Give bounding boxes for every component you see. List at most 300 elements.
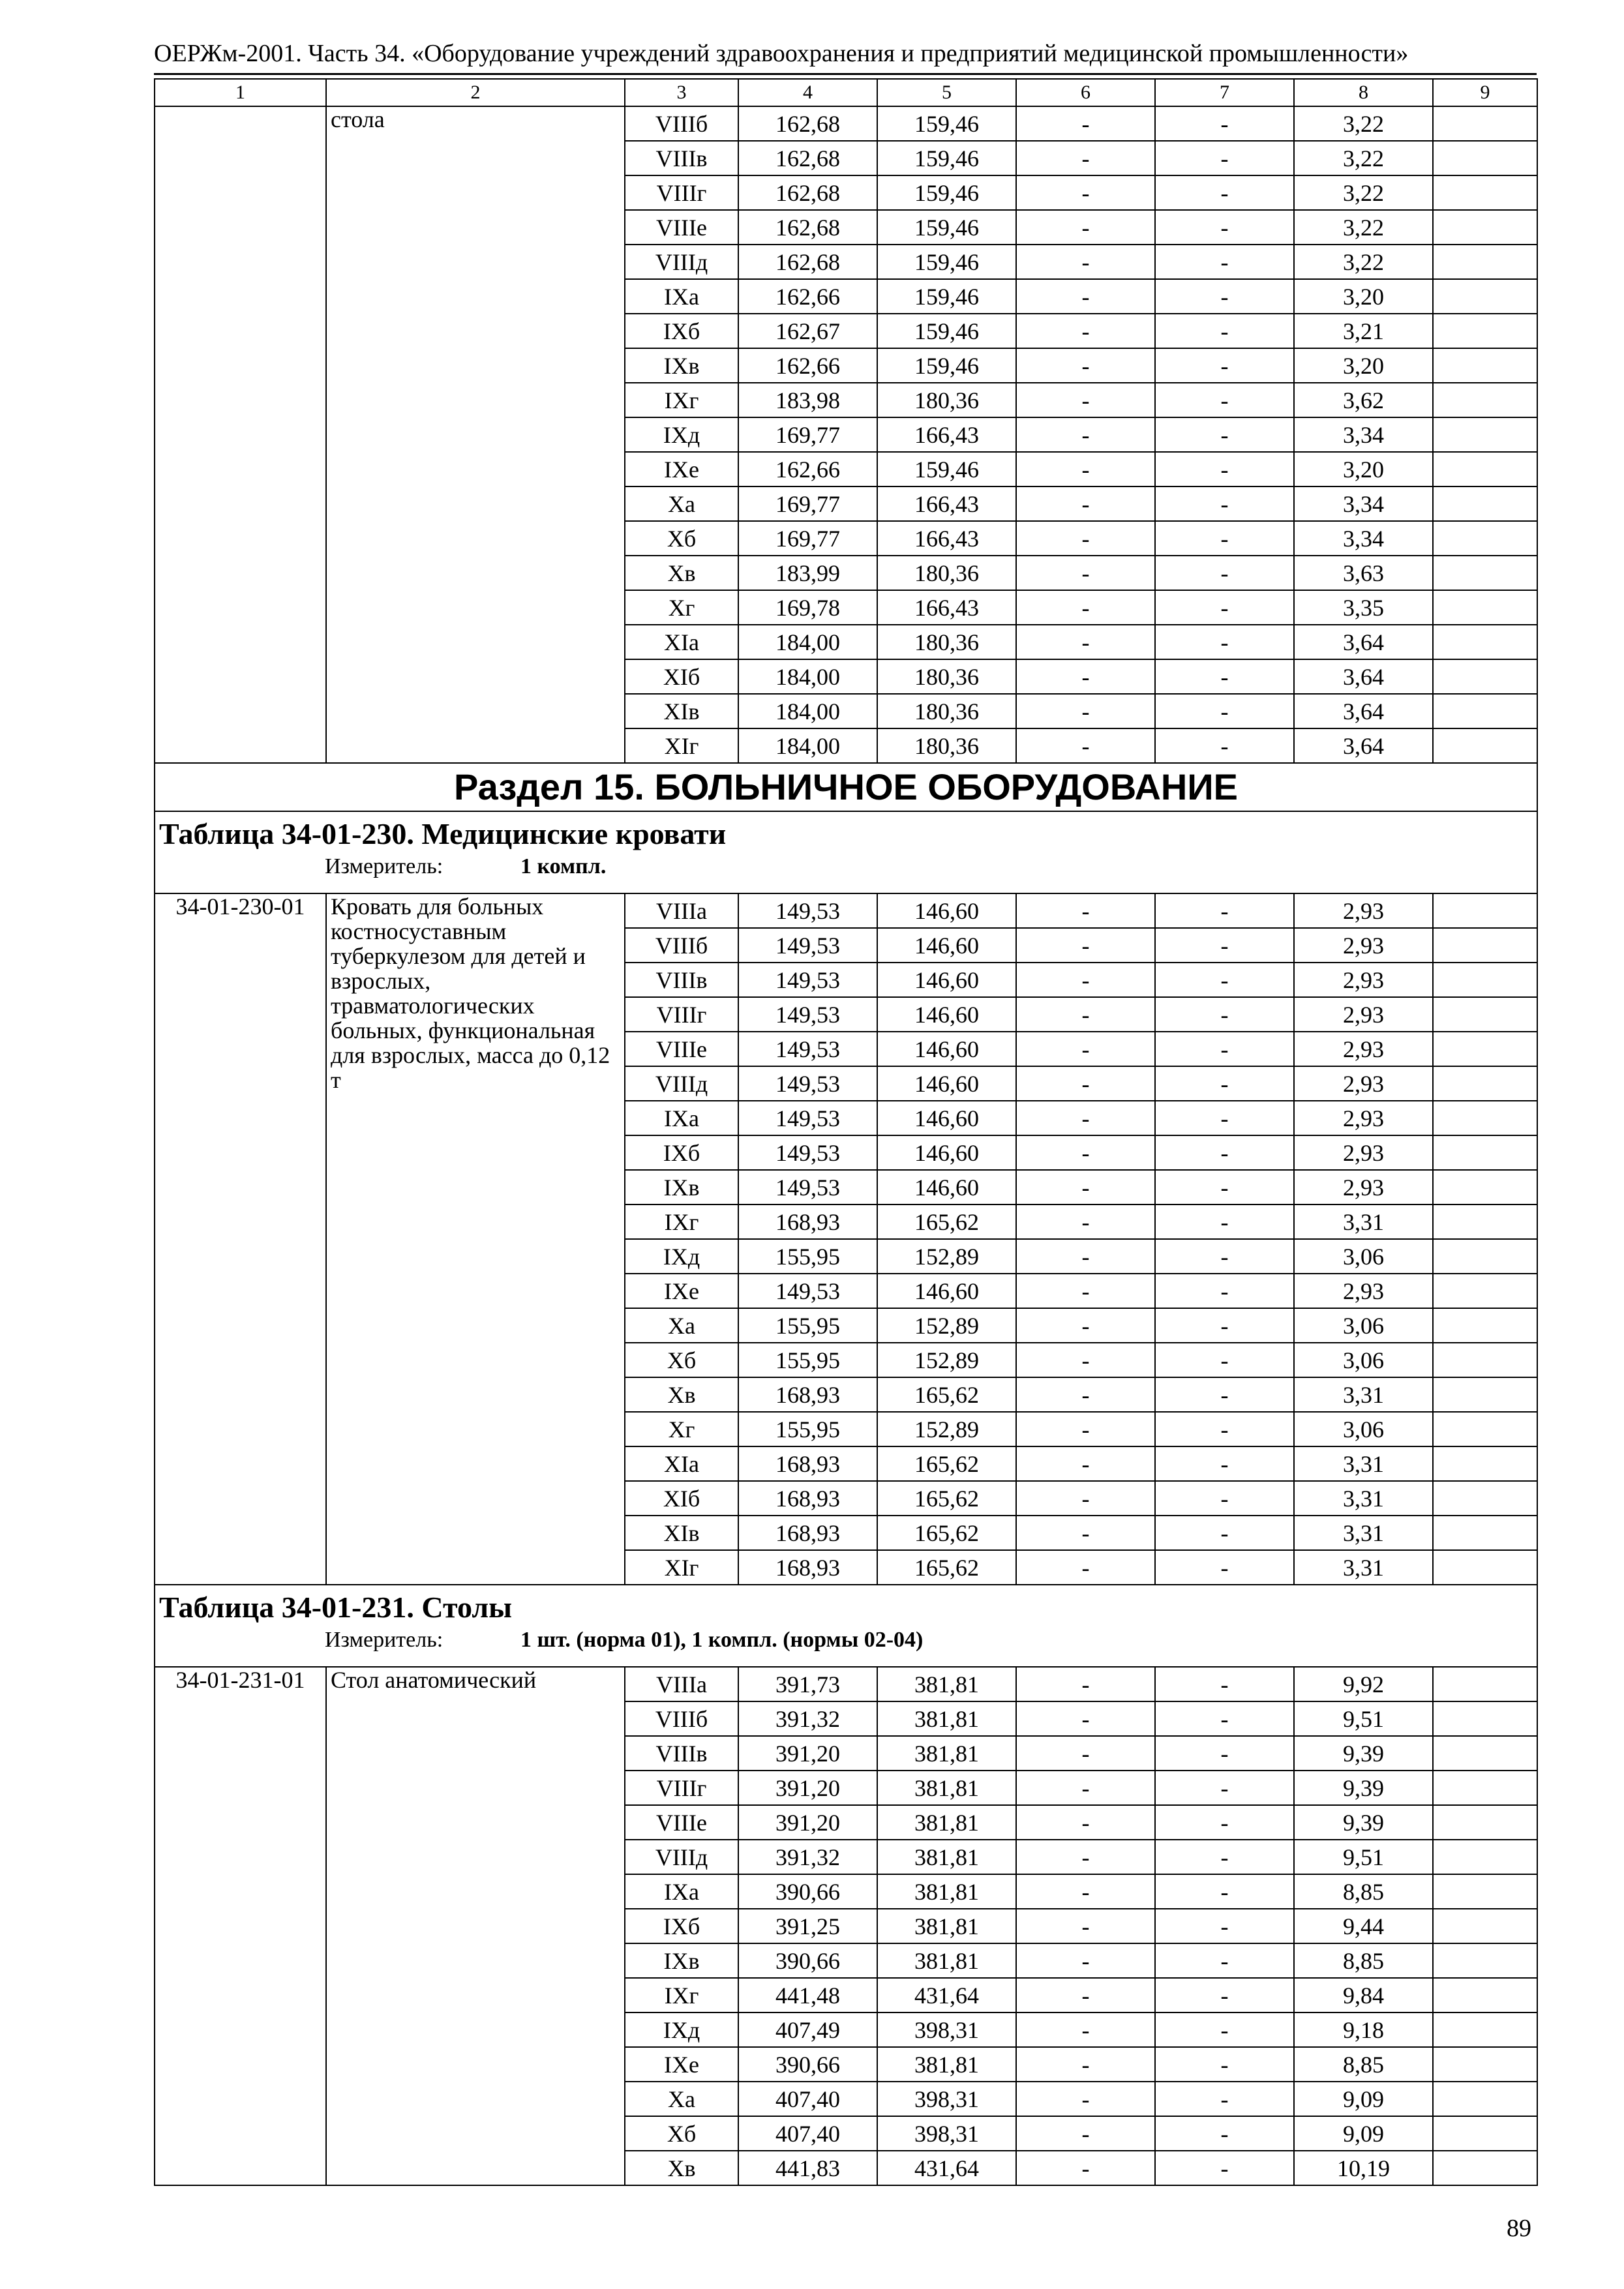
cell-col4: 149,53 [738,1032,877,1066]
column-number: 4 [738,79,877,106]
cell-col6: - [1016,625,1155,659]
cell-col4: 149,53 [738,893,877,928]
cell-col7: - [1155,521,1294,556]
cell-col6: - [1016,694,1155,728]
cell-col8-empty [1433,1135,1537,1170]
section-title: Раздел 15. БОЛЬНИЧНОЕ ОБОРУДОВАНИЕ [155,763,1537,811]
cell-col7: - [1155,1135,1294,1170]
cell-col7: - [1155,2116,1294,2151]
cell-col3: XIв [625,694,738,728]
cell-col7: - [1155,1667,1294,1701]
cell-col6: - [1016,1377,1155,1412]
cell-col6: - [1016,1066,1155,1101]
cell-col8: 9,39 [1294,1805,1433,1840]
cell-col4: 391,20 [738,1736,877,1771]
cell-col4: 183,99 [738,556,877,590]
cell-col7: - [1155,1377,1294,1412]
cell-col6: - [1016,486,1155,521]
cell-col5: 146,60 [877,997,1016,1032]
cell-col8: 3,20 [1294,348,1433,383]
column-number-row [155,79,1537,106]
cell-col8-empty [1433,1308,1537,1343]
cell-col6: - [1016,1736,1155,1771]
cell-col8-empty [1433,1550,1537,1585]
cell-col5: 146,60 [877,1066,1016,1101]
cell-col3: IXб [625,1135,738,1170]
cell-col8-empty [1433,1874,1537,1909]
cell-col6: - [1016,1239,1155,1274]
cell-col8: 3,06 [1294,1239,1433,1274]
cell-col7: - [1155,1412,1294,1446]
cell-col4: 162,68 [738,245,877,279]
cell-col6: - [1016,2151,1155,2185]
cell-col8: 3,34 [1294,486,1433,521]
column-number: 1 [155,79,326,106]
cell-col8-empty [1433,1446,1537,1481]
cell-col8-empty [1433,1701,1537,1736]
cell-col6: - [1016,1550,1155,1585]
cell-col5: 381,81 [877,1943,1016,1978]
cell-col6: - [1016,928,1155,963]
cell-col3: VIIIв [625,963,738,997]
cell-col6: - [1016,1771,1155,1805]
norm-code: 34-01-231-01 [155,1667,326,2185]
cell-col3: IXв [625,1170,738,1204]
cell-col5: 159,46 [877,141,1016,175]
cell-col7: - [1155,417,1294,452]
cell-col8: 2,93 [1294,1066,1433,1101]
cell-col6: - [1016,1874,1155,1909]
cell-col4: 149,53 [738,1170,877,1204]
cell-col4: 391,20 [738,1805,877,1840]
cell-col3: XIг [625,1550,738,1585]
cell-col6: - [1016,106,1155,141]
cell-col5: 152,89 [877,1239,1016,1274]
table-row [155,893,1537,928]
cell-col5: 180,36 [877,694,1016,728]
cell-col8: 3,64 [1294,728,1433,763]
norm-code: 34-01-230-01 [155,893,326,1585]
cell-col6: - [1016,1343,1155,1377]
cell-col5: 180,36 [877,556,1016,590]
cell-col8: 3,31 [1294,1481,1433,1516]
cell-col7: - [1155,1516,1294,1550]
cell-col8: 2,93 [1294,963,1433,997]
cell-col8-empty [1433,1101,1537,1135]
table-title: Таблица 34-01-231. Столы [159,1591,513,1624]
cell-col4: 441,83 [738,2151,877,2185]
cell-col8: 3,06 [1294,1343,1433,1377]
cell-col8: 2,93 [1294,1032,1433,1066]
cell-col7: - [1155,2012,1294,2047]
cell-col3: IXг [625,1204,738,1239]
cell-col5: 381,81 [877,1805,1016,1840]
cell-col3: VIIIб [625,1701,738,1736]
cell-col8-empty [1433,417,1537,452]
norm-name: Кровать для больных костносуставным туберкулезом для детей и взрослых, травматологических больных, функциональная для взрослых, масса до 0,12 т [326,893,625,1585]
cell-col4: 184,00 [738,728,877,763]
cell-col8: 3,20 [1294,279,1433,314]
cell-col3: XIa [625,1446,738,1481]
cell-col8: 9,44 [1294,1909,1433,1943]
cell-col7: - [1155,1101,1294,1135]
cell-col4: 155,95 [738,1308,877,1343]
cell-col5: 165,62 [877,1446,1016,1481]
table-heading [155,811,1537,893]
cell-col7: - [1155,963,1294,997]
cell-col3: Xa [625,2082,738,2116]
cell-col6: - [1016,348,1155,383]
table-title: Таблица 34-01-230. Медицинские кровати [159,817,727,850]
cell-col3: VIIIд [625,1066,738,1101]
cell-col3: VIIIe [625,1805,738,1840]
cell-col6: - [1016,1101,1155,1135]
cell-col4: 162,68 [738,210,877,245]
cell-col6: - [1016,1308,1155,1343]
cell-col7: - [1155,245,1294,279]
cell-col8-empty [1433,1204,1537,1239]
cell-col7: - [1155,348,1294,383]
cell-col7: - [1155,1308,1294,1343]
cell-col4: 162,67 [738,314,877,348]
measure-label: Измеритель: [325,1628,444,1652]
cell-col4: 168,93 [738,1204,877,1239]
cell-col3: Xг [625,590,738,625]
cell-col8-empty [1433,728,1537,763]
cell-col6: - [1016,141,1155,175]
cell-col8: 3,62 [1294,383,1433,417]
cell-col8: 3,31 [1294,1516,1433,1550]
cell-col3: IXe [625,2047,738,2082]
cell-col5: 381,81 [877,1701,1016,1736]
cell-col3: IXд [625,417,738,452]
cell-col4: 183,98 [738,383,877,417]
cell-col6: - [1016,452,1155,486]
cell-col4: 169,77 [738,521,877,556]
cell-col3: Xб [625,1343,738,1377]
cell-col3: VIIIa [625,893,738,928]
cell-col8-empty [1433,1667,1537,1701]
cell-col8-empty [1433,928,1537,963]
column-number: 5 [877,79,1016,106]
cell-col4: 168,93 [738,1446,877,1481]
cell-col3: VIIIe [625,1032,738,1066]
cell-col6: - [1016,1481,1155,1516]
cell-col8: 3,22 [1294,141,1433,175]
cell-col3: XIб [625,659,738,694]
cell-col4: 184,00 [738,659,877,694]
measure-value: 1 компл. [520,854,607,878]
cell-col8-empty [1433,963,1537,997]
cell-col4: 391,32 [738,1840,877,1874]
cell-col4: 149,53 [738,997,877,1032]
table-row [155,106,1537,141]
cell-col4: 168,93 [738,1516,877,1550]
cell-col8: 2,93 [1294,1274,1433,1308]
cell-col4: 149,53 [738,1135,877,1170]
cell-col6: - [1016,1204,1155,1239]
cell-col3: VIIIб [625,106,738,141]
cell-col6: - [1016,1805,1155,1840]
cell-col7: - [1155,1909,1294,1943]
cell-col6: - [1016,893,1155,928]
cell-col8: 8,85 [1294,2047,1433,2082]
cell-col6: - [1016,963,1155,997]
cell-col5: 146,60 [877,963,1016,997]
cell-col8: 2,93 [1294,1170,1433,1204]
cell-col5: 146,60 [877,1032,1016,1066]
cell-col3: Xг [625,1412,738,1446]
cell-col8: 9,18 [1294,2012,1433,2047]
cell-col4: 162,68 [738,141,877,175]
cell-col8-empty [1433,1978,1537,2012]
cell-col5: 381,81 [877,1667,1016,1701]
cell-col8: 2,93 [1294,893,1433,928]
cell-col8-empty [1433,210,1537,245]
measure-line [159,1626,1533,1654]
cell-col8: 3,21 [1294,314,1433,348]
cell-col8-empty [1433,1343,1537,1377]
cell-col7: - [1155,1840,1294,1874]
cell-col8-empty [1433,1840,1537,1874]
cell-col5: 165,62 [877,1481,1016,1516]
cell-col6: - [1016,1667,1155,1701]
cell-col5: 159,46 [877,452,1016,486]
cell-col5: 152,89 [877,1412,1016,1446]
cell-col4: 407,40 [738,2116,877,2151]
header-rule [154,73,1537,75]
cell-col6: - [1016,1412,1155,1446]
cell-col8: 3,06 [1294,1308,1433,1343]
cell-col8-empty [1433,279,1537,314]
cell-col4: 391,20 [738,1771,877,1805]
cell-col3: IXв [625,1943,738,1978]
cell-col8-empty [1433,1943,1537,1978]
cell-col8-empty [1433,1412,1537,1446]
cell-col8-empty [1433,1805,1537,1840]
cell-col8: 2,93 [1294,928,1433,963]
cell-col6: - [1016,2116,1155,2151]
cell-col3: Xб [625,521,738,556]
cell-col7: - [1155,893,1294,928]
cell-col4: 169,77 [738,417,877,452]
cell-col8-empty [1433,314,1537,348]
section-row [155,763,1537,811]
table-heading [155,1585,1537,1667]
cell-col8: 2,93 [1294,1135,1433,1170]
cell-col6: - [1016,314,1155,348]
cell-col4: 149,53 [738,1274,877,1308]
cell-col8: 3,20 [1294,452,1433,486]
cell-col5: 381,81 [877,2047,1016,2082]
norm-name: стола [326,106,625,763]
cell-col8: 10,19 [1294,2151,1433,2185]
cell-col5: 159,46 [877,106,1016,141]
cell-col8-empty [1433,1771,1537,1805]
cell-col7: - [1155,1978,1294,2012]
cell-col3: Xб [625,2116,738,2151]
cell-col3: XIв [625,1516,738,1550]
cell-col6: - [1016,1978,1155,2012]
cell-col6: - [1016,1274,1155,1308]
cell-col7: - [1155,210,1294,245]
cell-col3: VIIIв [625,141,738,175]
cell-col3: Xa [625,1308,738,1343]
cell-col3: VIIIг [625,175,738,210]
cell-col3: VIIIг [625,1771,738,1805]
cell-col4: 155,95 [738,1412,877,1446]
cell-col8-empty [1433,556,1537,590]
column-number: 3 [625,79,738,106]
cell-col5: 165,62 [877,1204,1016,1239]
cell-col4: 162,66 [738,279,877,314]
cell-col5: 152,89 [877,1308,1016,1343]
cell-col8-empty [1433,625,1537,659]
cell-col8: 2,93 [1294,1101,1433,1135]
cell-col5: 159,46 [877,314,1016,348]
cell-col3: Xв [625,1377,738,1412]
cell-col8: 3,64 [1294,659,1433,694]
cell-col7: - [1155,106,1294,141]
cell-col8-empty [1433,659,1537,694]
cell-col4: 441,48 [738,1978,877,2012]
cell-col8-empty [1433,521,1537,556]
cell-col7: - [1155,279,1294,314]
cell-col3: IXб [625,1909,738,1943]
cell-col5: 159,46 [877,348,1016,383]
cell-col3: Xa [625,486,738,521]
cell-col5: 381,81 [877,1840,1016,1874]
cell-col8-empty [1433,106,1537,141]
cell-col5: 398,31 [877,2012,1016,2047]
cell-col5: 159,46 [877,210,1016,245]
page-header: ОЕРЖм-2001. Часть 34. «Оборудование учреждений здравоохранения и предприятий медицинской промышленности» [154,40,1409,67]
cell-col8-empty [1433,1032,1537,1066]
cell-col7: - [1155,625,1294,659]
cell-col7: - [1155,997,1294,1032]
column-number: 8 [1294,79,1433,106]
cell-col8-empty [1433,2047,1537,2082]
cell-col5: 146,60 [877,1170,1016,1204]
cell-col5: 180,36 [877,625,1016,659]
cell-col8-empty [1433,1481,1537,1516]
cell-col7: - [1155,1736,1294,1771]
cell-col8-empty [1433,1909,1537,1943]
cell-col4: 155,95 [738,1239,877,1274]
cell-col7: - [1155,2082,1294,2116]
cell-col7: - [1155,590,1294,625]
cell-col8: 3,22 [1294,210,1433,245]
cell-col4: 162,68 [738,175,877,210]
cell-col8: 3,22 [1294,106,1433,141]
cell-col8: 3,31 [1294,1446,1433,1481]
table-row [155,1667,1537,1701]
cell-col8-empty [1433,1170,1537,1204]
cell-col7: - [1155,1943,1294,1978]
cell-col6: - [1016,417,1155,452]
cell-col6: - [1016,556,1155,590]
cell-col3: VIIIг [625,997,738,1032]
cell-col8-empty [1433,452,1537,486]
cell-col8: 8,85 [1294,1943,1433,1978]
cell-col3: IXa [625,1874,738,1909]
cell-col7: - [1155,1701,1294,1736]
cell-col7: - [1155,1446,1294,1481]
cell-col4: 162,66 [738,452,877,486]
cell-col7: - [1155,1771,1294,1805]
cell-col4: 390,66 [738,1943,877,1978]
cell-col8-empty [1433,1736,1537,1771]
cell-col3: IXг [625,383,738,417]
cell-col8-empty [1433,1239,1537,1274]
cell-col4: 184,00 [738,694,877,728]
cell-col6: - [1016,1909,1155,1943]
cell-col3: XIб [625,1481,738,1516]
cell-col5: 431,64 [877,2151,1016,2185]
cell-col5: 165,62 [877,1550,1016,1585]
cell-col4: 390,66 [738,1874,877,1909]
cell-col7: - [1155,728,1294,763]
cell-col8: 3,34 [1294,521,1433,556]
cell-col7: - [1155,928,1294,963]
cell-col4: 391,32 [738,1701,877,1736]
cell-col6: - [1016,175,1155,210]
cell-col4: 169,78 [738,590,877,625]
cell-col5: 180,36 [877,659,1016,694]
cell-col6: - [1016,728,1155,763]
table-body [155,79,1537,2185]
table-heading-row [155,811,1537,893]
cell-col8-empty [1433,2012,1537,2047]
cell-col8-empty [1433,245,1537,279]
cell-col5: 180,36 [877,383,1016,417]
cell-col8-empty [1433,590,1537,625]
measure-line [159,852,1533,881]
cell-col3: Xв [625,2151,738,2185]
cell-col8: 9,51 [1294,1840,1433,1874]
cell-col6: - [1016,1516,1155,1550]
cell-col8: 9,09 [1294,2116,1433,2151]
cell-col3: XIг [625,728,738,763]
cell-col8-empty [1433,175,1537,210]
cell-col4: 155,95 [738,1343,877,1377]
cell-col5: 381,81 [877,1736,1016,1771]
cell-col3: IXa [625,1101,738,1135]
cell-col3: VIIIe [625,210,738,245]
cell-col4: 149,53 [738,963,877,997]
cell-col5: 146,60 [877,928,1016,963]
cell-col3: IXг [625,1978,738,2012]
cell-col6: - [1016,383,1155,417]
cell-col7: - [1155,141,1294,175]
cell-col5: 381,81 [877,1771,1016,1805]
cell-col8-empty [1433,486,1537,521]
cell-col6: - [1016,1032,1155,1066]
cell-col8-empty [1433,2151,1537,2185]
cell-col4: 390,66 [738,2047,877,2082]
cell-col6: - [1016,279,1155,314]
cell-col8-empty [1433,997,1537,1032]
cell-col3: IXe [625,1274,738,1308]
cell-col8: 2,93 [1294,997,1433,1032]
cell-col4: 149,53 [738,928,877,963]
cell-col5: 165,62 [877,1377,1016,1412]
page-number: 89 [1507,2215,1531,2242]
cell-col7: - [1155,1066,1294,1101]
cell-col6: - [1016,1446,1155,1481]
cell-col4: 162,66 [738,348,877,383]
cell-col7: - [1155,694,1294,728]
